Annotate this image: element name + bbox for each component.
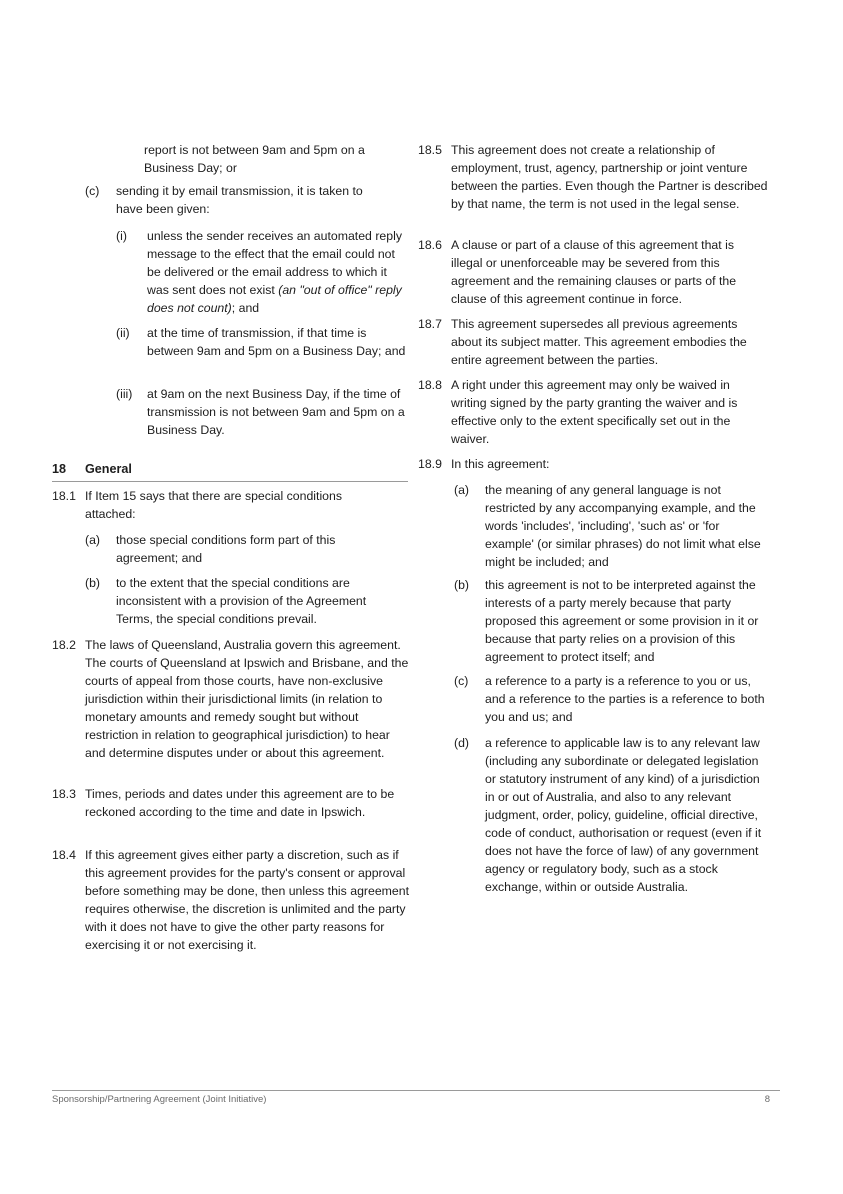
clause-18-2 xyxy=(52,636,410,762)
clause-number: (iii) xyxy=(116,387,133,401)
clause-number: (c) xyxy=(85,184,100,198)
clause-number: 18.7 xyxy=(418,317,442,331)
clause-text: This agreement supersedes all previous agreements about its subject matter. This agreement embodies the entire agreement between the parties. xyxy=(451,317,747,367)
clause-18-4 xyxy=(52,846,410,954)
clause-number: 18.6 xyxy=(418,238,442,252)
clause-c-ii xyxy=(116,324,408,360)
clause-text: the meaning of any general language is not restricted by any accompanying example, and the words 'includes', 'including', 'such as' or 'for example' (or similar phrases) do not limit what else might be included; and xyxy=(485,483,761,569)
clause-text: a reference to a party is a reference to you or us, and a reference to the parties is a reference to both you and us; and xyxy=(485,674,765,724)
clause-c xyxy=(85,182,385,218)
clause-18-1-a xyxy=(85,531,375,567)
clause-text: In this agreement: xyxy=(451,457,550,471)
clause-text: those special conditions form part of this agreement; and xyxy=(116,533,336,565)
section-heading-general xyxy=(52,460,408,482)
clause-number: (c) xyxy=(454,674,469,688)
clause-number: 18.4 xyxy=(52,848,76,862)
page-number: 8 xyxy=(764,1094,770,1105)
clause-18-9-c xyxy=(454,672,768,726)
clause-18-5 xyxy=(418,141,768,213)
clause-text: If Item 15 says that there are special conditions attached: xyxy=(85,489,343,521)
clause-number: (b) xyxy=(454,578,470,592)
clause-text: a reference to applicable law is to any relevant law (including any subordinate or delegated legislation or statutory instrument of any kind) of a jurisdiction in or out of Australia, and also to any relevant judgment, order, policy, guideline, official directive, code of conduct, authorisation or request (even if it does not have the force of law) of any government agency or regulatory body, such as a stock exchange, within or outside Australia. xyxy=(485,736,762,894)
clause-number: 18.3 xyxy=(52,787,76,801)
footer-divider xyxy=(52,1090,780,1091)
clause-18-9-d xyxy=(454,734,768,896)
clause-number: (b) xyxy=(85,576,101,590)
clause-number: 18.1 xyxy=(52,489,76,503)
clause-text: sending it by email transmission, it is taken to have been given: xyxy=(116,184,363,216)
continued-text: report is not between 9am and 5pm on a Business Day; or xyxy=(144,143,365,175)
clause-text: A clause or part of a clause of this agreement that is illegal or unenforceable may be severed from this agreement and the remaining clauses or parts of the clause of this agreement continue in force. xyxy=(451,238,737,306)
clause-number: (i) xyxy=(116,229,127,243)
clause-text: unless the sender receives an automated reply message to the effect that the email could not be delivered or the email address to which it was sent does not exist (an "out of office" reply does not count); and xyxy=(147,229,402,315)
clause-number: 18.8 xyxy=(418,378,442,392)
clause-text: at 9am on the next Business Day, if the time of transmission is not between 9am and 5pm on a Business Day. xyxy=(147,387,405,437)
clause-c-i xyxy=(116,227,411,317)
clause-18-9-b xyxy=(454,576,768,666)
clause-18-7 xyxy=(418,315,768,369)
clause-number: 18.9 xyxy=(418,457,442,471)
clause-number: (d) xyxy=(454,736,470,750)
clause-18-1-b xyxy=(85,574,400,628)
clause-number: (ii) xyxy=(116,326,130,340)
clause-text: This agreement does not create a relationship of employment, trust, agency, partnership or joint venture between the parties. Even though the Partner is described by that name, the term is not used in the legal sense. xyxy=(451,143,768,211)
clause-c-iii xyxy=(116,385,411,439)
clause-18-9 xyxy=(418,455,768,473)
clause-18-9-a xyxy=(454,481,768,571)
page-footer xyxy=(52,1094,770,1105)
clause-text: to the extent that the special conditions are inconsistent with a provision of the Agreement Terms, the special conditions prevail. xyxy=(116,576,367,626)
clause-number: 18.5 xyxy=(418,143,442,157)
clause-text: A right under this agreement may only be waived in writing signed by the party granting the waiver and is effective only to the extent specifically set out in the waiver. xyxy=(451,378,738,446)
clause-number: (a) xyxy=(85,533,101,547)
section-number: 18 xyxy=(52,462,67,476)
clause-18-6 xyxy=(418,236,768,308)
section-title: General xyxy=(85,462,132,476)
clause-text: this agreement is not to be interpreted against the interests of a party merely because that party proposed this agreement or some provision in it or because that party relies on a provision of this agreement to protect itself; and xyxy=(485,578,759,664)
clause-18-1 xyxy=(52,487,372,523)
clause-text: If this agreement gives either party a discretion, such as if this agreement provides for the party's consent or approval before something may be done, then unless this agreement requires otherwise, the discretion is unlimited and the party with it does not have to give the other party reasons for exercising it or not exercising it. xyxy=(85,848,410,952)
clause-text: at the time of transmission, if that time is between 9am and 5pm on a Business Day; and xyxy=(147,326,406,358)
clause-18-3 xyxy=(52,785,410,821)
footer-title: Sponsorship/Partnering Agreement (Joint Initiative) xyxy=(52,1094,267,1105)
clause-number: (a) xyxy=(454,483,470,497)
clause-text: The laws of Queensland, Australia govern this agreement. The courts of Queensland at Ipswich and Brisbane, and the courts of appeal from those courts, have non-exclusive jurisdiction within their jurisdictional limits (in relation to monetary amounts and remedy sought but without restriction in relation to geographical jurisdiction) to hear and determine disputes under or about this agreement. xyxy=(85,638,409,760)
clause-text: Times, periods and dates under this agreement are to be reckoned according to the time and date in Ipswich. xyxy=(85,787,395,819)
clause-18-8 xyxy=(418,376,768,448)
clause-number: 18.2 xyxy=(52,638,76,652)
